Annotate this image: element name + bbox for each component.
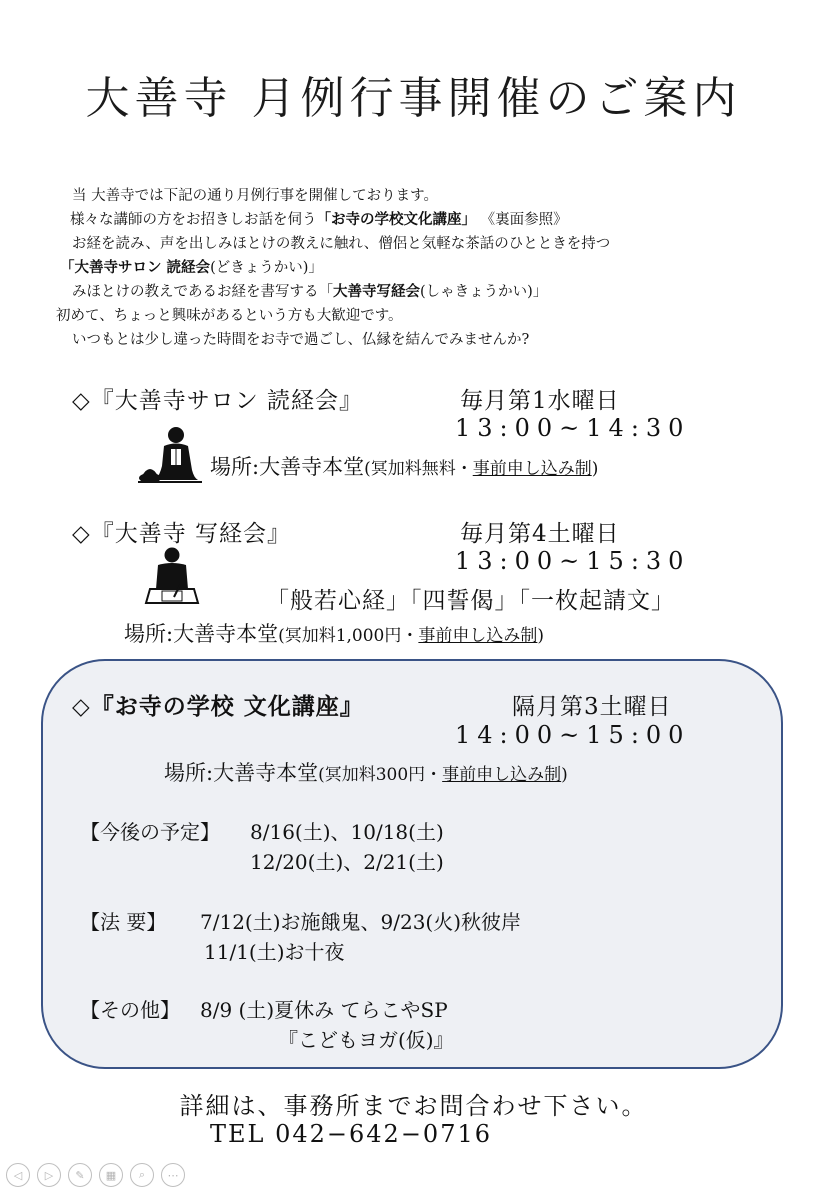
intro-line-6: 初めて、ちょっと興味があるという方も大歓迎です。 [56,308,403,324]
next-slide-icon[interactable]: ▷ [37,1163,61,1187]
intro-line-7: いつもとは少し違った時間をお寺で過ごし、仏縁を結んでみませんか? [72,332,530,348]
school-place [164,757,568,787]
contact-note: 詳細は、事務所までお問合わせ下さい。 [179,1092,648,1120]
intro-line-5 [56,280,610,304]
tel-number: TEL 042−642−0716 [210,1120,493,1148]
upcoming-dates-1: 8/16(土)、10/18(土) [250,820,444,844]
intro-line-4-reading: (どきょうかい)」 [210,260,323,276]
shakyo-reservation: 事前申し込み制 [418,626,538,646]
shakyo-sutras: 「般若心経」「四誓偈」「一枚起請文」 [266,588,675,614]
upcoming-label: 【今後の予定】 [80,820,220,844]
writing-person-icon [140,547,204,609]
salon-reservation: 事前申し込み制 [472,459,592,479]
zoom-icon[interactable]: ⌕ [130,1163,154,1187]
intro-line-4 [56,256,610,280]
salon-title: ◇『大善寺サロン 読経会』 [72,388,363,414]
hoyo-dates-1: 7/12(土)お施餓鬼、9/23(火)秋彼岸 [200,910,522,934]
other-event-1: 8/9 (土)夏休み てらこやSP [200,998,448,1022]
school-close-paren: ) [561,765,568,785]
shakyo-place-label: 場所:大善寺本堂 [124,622,279,646]
intro-line-1: 当 大善寺では下記の通り月例行事を開催しております。 [72,188,438,204]
intro-line-4-bold: 「大善寺サロン 読経会 [60,259,211,276]
pen-icon[interactable]: ✎ [68,1163,92,1187]
salon-place-label: 場所:大善寺本堂 [210,455,365,479]
hoyo-label: 【法 要】 [80,910,167,934]
intro-line-5-text: みほとけの教えであるお経を書写する「 [72,284,333,300]
shakyo-place [124,618,544,648]
salon-time: 13:00~14:30 [455,414,691,442]
slide-nav-bar [6,1163,185,1187]
school-time: 14:00~15:00 [455,721,691,749]
intro-line-5-reading: (しゃきょうかい)」 [420,284,548,300]
other-label: 【その他】 [80,998,180,1022]
intro-line-2-text: 様々な講師の方をお招きしお話を伺う [70,212,317,228]
shakyo-schedule: 毎月第4土曜日 [460,521,620,547]
page-title: 大善寺 月例行事開催のご案内 [85,73,742,124]
salon-close-paren: ) [591,459,599,479]
school-place-label: 場所:大善寺本堂 [164,761,319,785]
hoyo-dates-2: 11/1(土)お十夜 [204,940,345,964]
shakyo-title: ◇『大善寺 写経会』 [72,521,291,547]
slides-grid-icon[interactable]: ▦ [99,1163,123,1187]
intro-line-2-bold: 「お寺の学校文化講座」 [316,211,476,228]
shakyo-time: 13:00~15:30 [455,547,691,575]
other-event-2: 『こどもヨガ(仮)』 [278,1028,454,1052]
school-title: ◇『お寺の学校 文化講座』 [72,693,364,720]
intro-line-5-bold: 大善寺写経会 [333,283,420,300]
intro-line-2 [56,208,610,232]
school-reservation: 事前申し込み制 [442,765,562,785]
intro-line-3: お経を読み、声を出しみほとけの教えに触れ、僧侶と気軽な茶話のひとときを持つ [72,236,611,252]
salon-fee: (冥加料無料・ [364,459,473,479]
school-fee: (冥加料300円・ [318,765,443,785]
reading-monk-icon [138,426,204,488]
upcoming-dates-2: 12/20(土)、2/21(土) [250,850,444,874]
salon-schedule: 毎月第1水曜日 [460,388,620,414]
salon-place [210,451,598,481]
school-schedule: 隔月第3土曜日 [512,694,672,720]
prev-slide-icon[interactable]: ◁ [6,1163,30,1187]
intro-line-2-ref: 《裏面参照》 [480,212,568,228]
shakyo-close-paren: ) [537,626,545,646]
more-options-icon[interactable]: ⋯ [161,1163,185,1187]
intro-paragraph [56,184,610,352]
shakyo-fee: (冥加料1,000円・ [278,626,419,646]
